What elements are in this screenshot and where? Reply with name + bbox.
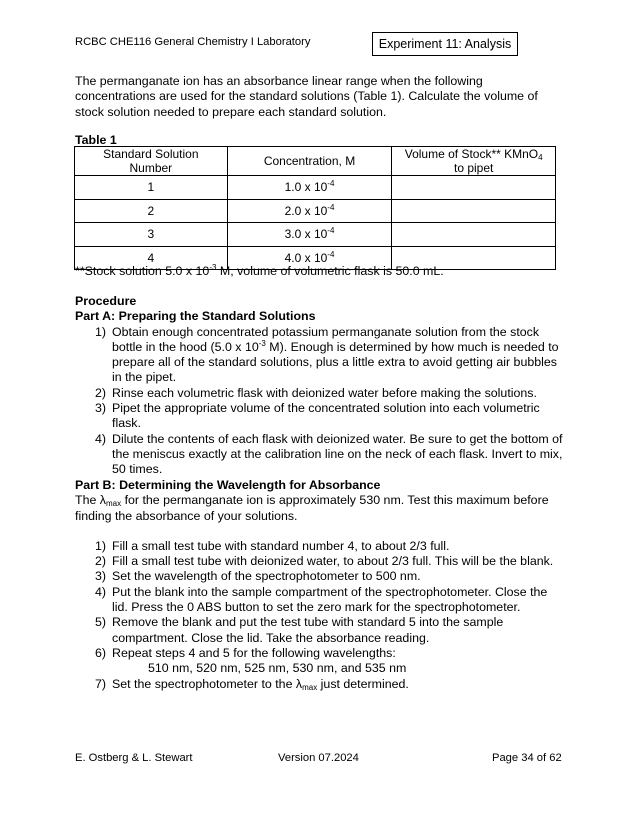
list-item [95,677,565,692]
part-b-section [75,478,565,692]
footer-version: Version 07.2024 [278,752,359,764]
part-a-heading: Part A: Preparing the Standard Solutions [75,309,316,324]
cell-number: 2 [75,199,228,223]
step-text: Repeat steps 4 and 5 for the following wavelengths: [112,645,396,660]
step-number: 6) [95,645,107,660]
part-b-intro-a: The λ [75,493,106,508]
step-number: 3) [95,569,107,584]
step-number: 1) [95,324,107,339]
lambda-max-subscript: max [106,499,122,509]
step-text-cont: just determined. [317,676,409,691]
table-header-row [75,147,556,176]
step-exponent: -3 [258,338,266,348]
step-number: 7) [95,676,107,691]
note-exponent: -3 [209,263,217,272]
step-number: 4) [95,584,107,599]
list-item [95,432,565,478]
part-b-steps [75,539,565,661]
cell-number: 4 [75,246,228,270]
step-number: 2) [95,554,107,569]
step-text: Pipet the appropriate volume of the concentrated solution into each volumetric flask. [112,401,540,431]
step-text-cont: M). Enough is determined by how much is needed to prepare all of the standard solutions, plus a little extra to avoid getting air bubbles in the pipet. [112,339,559,385]
table-row [75,176,556,200]
conc-base: 1.0 x 10 [284,180,328,195]
cell-concentration [227,223,392,247]
list-item [95,539,565,554]
procedure-heading: Procedure [75,294,137,308]
header-concentration: Concentration, M [227,147,392,176]
part-b-intro [75,493,565,524]
conc-base: 3.0 x 10 [284,227,328,242]
list-item [95,554,565,569]
wavelength-list: 510 nm, 520 nm, 525 nm, 530 nm, and 535 nm [148,661,407,676]
cell-concentration [227,176,392,200]
footer-page-number: Page 34 of 62 [492,752,562,764]
list-item [95,585,565,616]
note-text-a: **Stock solution 5.0 x 10 [75,264,210,278]
stock-solution-note [75,264,444,278]
step-number: 2) [95,385,107,400]
list-item [95,325,565,386]
table-row [75,223,556,247]
header-solution-number [75,147,228,176]
conc-base: 2.0 x 10 [284,203,328,218]
conc-exponent: -4 [327,179,335,189]
step-number: 4) [95,431,107,446]
intro-paragraph: The permanganate ion has an absorbance linear range when the following concentrations are used for the standard solutions (Table 1). Calculate the volume of stock solution needed to prepare each standard solution. [75,74,538,119]
step-text: Dilute the contents of each flask with deionized water. Be sure to get the bottom of the meniscus exactly at the calibration line on the neck of each flask. Invert to mix, 50 times. [112,431,563,477]
step-text: Fill a small test tube with deionized water, to about 2/3 full. This will be the blank. [112,554,554,569]
header-solution-number-line1: Standard Solution [103,147,199,161]
part-b-intro-b: for the permanganate ion is approximately 530 nm. Test this maximum before finding the absorbance of your solutions. [75,493,549,523]
note-text-b: M, volume of volumetric flask is 50.0 mL. [216,264,444,278]
part-a-steps [75,325,565,478]
step-text: Remove the blank and put the test tube with standard 5 into the sample compartment. Close the lid. Take the absorbance reading. [112,615,504,645]
course-header: RCBC CHE116 General Chemistry I Laboratory [75,36,311,48]
cell-number: 1 [75,176,228,200]
table-row [75,199,556,223]
table-title: Table 1 [75,133,117,147]
step-text: Fill a small test tube with standard number 4, to about 2/3 full. [112,538,450,553]
conc-exponent: -4 [327,249,335,259]
list-item [95,646,565,661]
conc-exponent: -4 [327,202,335,212]
step-number: 1) [95,538,107,553]
conc-base: 4.0 x 10 [284,250,328,265]
conc-exponent: -4 [327,226,335,236]
part-b-heading: Part B: Determining the Wavelength for Absorbance [75,478,381,492]
cell-volume [392,176,556,200]
header-volume-subscript: 4 [538,153,543,162]
header-volume-line2: to pipet [454,161,494,175]
list-item [95,615,565,646]
step-text: Set the wavelength of the spectrophotometer to 500 nm. [112,569,421,584]
list-item [95,386,565,401]
part-b-final-step [75,677,565,692]
footer-authors: E. Ostberg & L. Stewart [75,752,193,764]
experiment-title-box: Experiment 11: Analysis [372,32,518,56]
step-number: 3) [95,401,107,416]
step-text: Obtain enough concentrated potassium permanganate solution from the stock bottle in the hood (5.0 x 10 [112,324,540,354]
step-text: Rinse each volumetric flask with deionized water before making the solutions. [112,385,537,400]
step-text: Put the blank into the sample compartment of the spectrophotometer. Close the lid. Press the 0 ABS button to set the zero mark for the spectrophotometer. [112,584,548,615]
standards-table [74,146,556,270]
part-a-section [75,294,565,478]
list-item [95,401,565,432]
cell-volume [392,199,556,223]
lambda-max-subscript: max [302,682,318,692]
step-number: 5) [95,615,107,630]
header-volume-line1: Volume of Stock** KMnO [404,147,539,161]
step-text: Set the spectrophotometer to the λ [112,676,303,691]
cell-number: 3 [75,223,228,247]
header-volume [392,147,556,176]
list-item [95,569,565,584]
cell-concentration [227,199,392,223]
header-solution-number-line2: Number [129,161,173,175]
cell-volume [392,223,556,247]
